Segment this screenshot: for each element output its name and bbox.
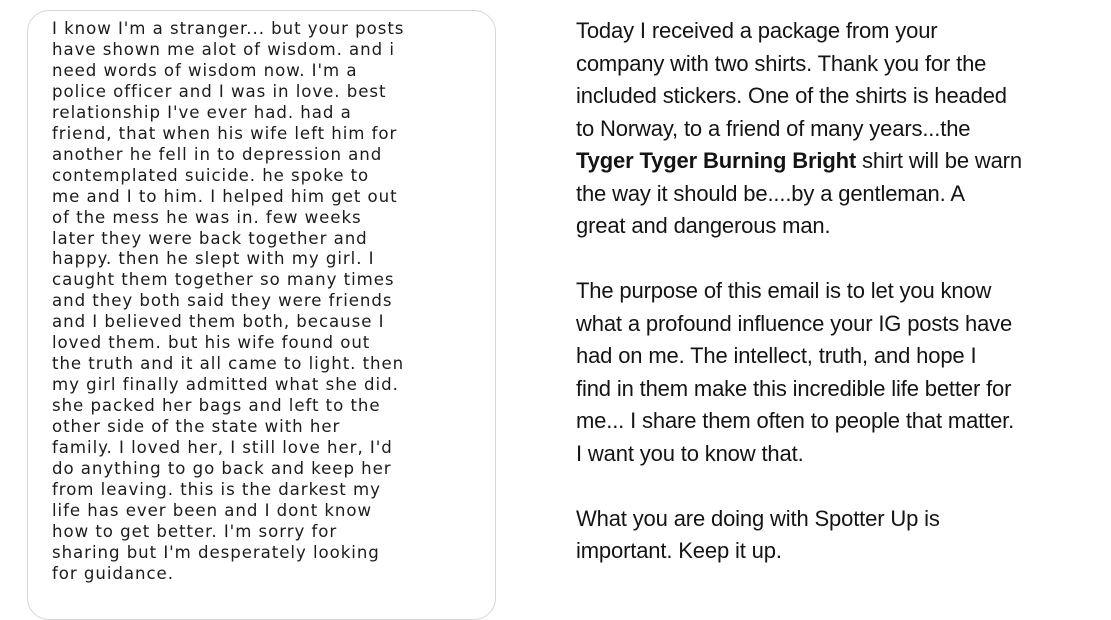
dm-line: police officer and I was in love. best xyxy=(52,81,387,101)
email-line: what a profound influence your IG posts have xyxy=(576,310,1013,336)
email-line: to Norway, to a friend of many years...the xyxy=(576,115,971,141)
email-line: important. Keep it up. xyxy=(576,538,782,563)
email-paragraph-purpose xyxy=(576,275,1096,470)
dm-line: contemplated suicide. he spoke to xyxy=(52,165,370,185)
email-line xyxy=(576,145,1096,178)
dm-line: family. I loved her, I still love her, I'd xyxy=(52,438,393,458)
dm-line: my girl finally admitted what she did. xyxy=(52,375,399,395)
dm-line: caught them together so many times xyxy=(52,270,395,290)
dm-line: have shown me alot of wisdom. and i xyxy=(52,39,395,59)
email-paragraph-closing xyxy=(576,503,1096,568)
email-paragraph-thanks xyxy=(576,15,1096,243)
email-line: I want you to know that. xyxy=(576,440,804,466)
dm-line: later they were back together and xyxy=(52,228,368,248)
email-line: company with two shirts. Thank you for the xyxy=(576,50,987,76)
email-line: me... I share them often to people that matter. xyxy=(576,408,1015,433)
email-line: What you are doing with Spotter Up is xyxy=(576,505,940,531)
paragraph-spacer xyxy=(576,243,1096,276)
dm-line: I know I'm a stranger... but your posts xyxy=(52,19,405,38)
email-line: the way it should be....by a gentleman. A xyxy=(576,180,965,206)
dm-message-text xyxy=(52,19,488,585)
email-text: shirt will be warn xyxy=(856,148,1022,173)
paragraph-spacer xyxy=(576,470,1096,503)
email-line: find in them make this incredible life better for xyxy=(576,375,1012,401)
email-line: had on me. The intellect, truth, and hope I xyxy=(576,343,977,368)
dm-line: and they both said they were friends xyxy=(52,291,393,311)
email-line: included stickers. One of the shirts is headed xyxy=(576,83,1007,108)
email-line: The purpose of this email is to let you know xyxy=(576,278,992,303)
dm-line: the truth and it all came to light. then xyxy=(52,354,405,374)
dm-line: how to get better. I'm sorry for xyxy=(52,521,338,541)
dm-line: me and I to him. I helped him get out xyxy=(52,186,398,206)
email-line: Today I received a package from your xyxy=(576,18,938,43)
dm-line: happy. then he slept with my girl. I xyxy=(52,249,375,269)
dm-line: sharing but I'm desperately looking xyxy=(52,542,380,562)
dm-line: from leaving. this is the darkest my xyxy=(52,479,381,499)
shirt-name: Tyger Tyger Burning Bright xyxy=(576,148,857,173)
dm-line: relationship I've ever had. had a xyxy=(52,102,352,122)
dm-line: life has ever been and I dont know xyxy=(52,500,373,520)
dm-line: do anything to go back and keep her xyxy=(52,459,392,479)
dm-line: for guidance. xyxy=(52,563,174,583)
email-line: great and dangerous man. xyxy=(576,213,831,238)
dm-line: need words of wisdom now. I'm a xyxy=(52,60,358,80)
dm-line: another he fell in to depression and xyxy=(52,144,383,164)
dm-line: and I believed them both, because I xyxy=(52,312,385,332)
dm-line: of the mess he was in. few weeks xyxy=(52,207,362,227)
dm-line: she packed her bags and left to the xyxy=(52,396,381,416)
email-body xyxy=(576,15,1096,568)
dm-line: friend, that when his wife left him for xyxy=(52,123,398,143)
dm-line: loved them. but his wife found out xyxy=(52,333,371,353)
dm-line: other side of the state with her xyxy=(52,417,341,437)
